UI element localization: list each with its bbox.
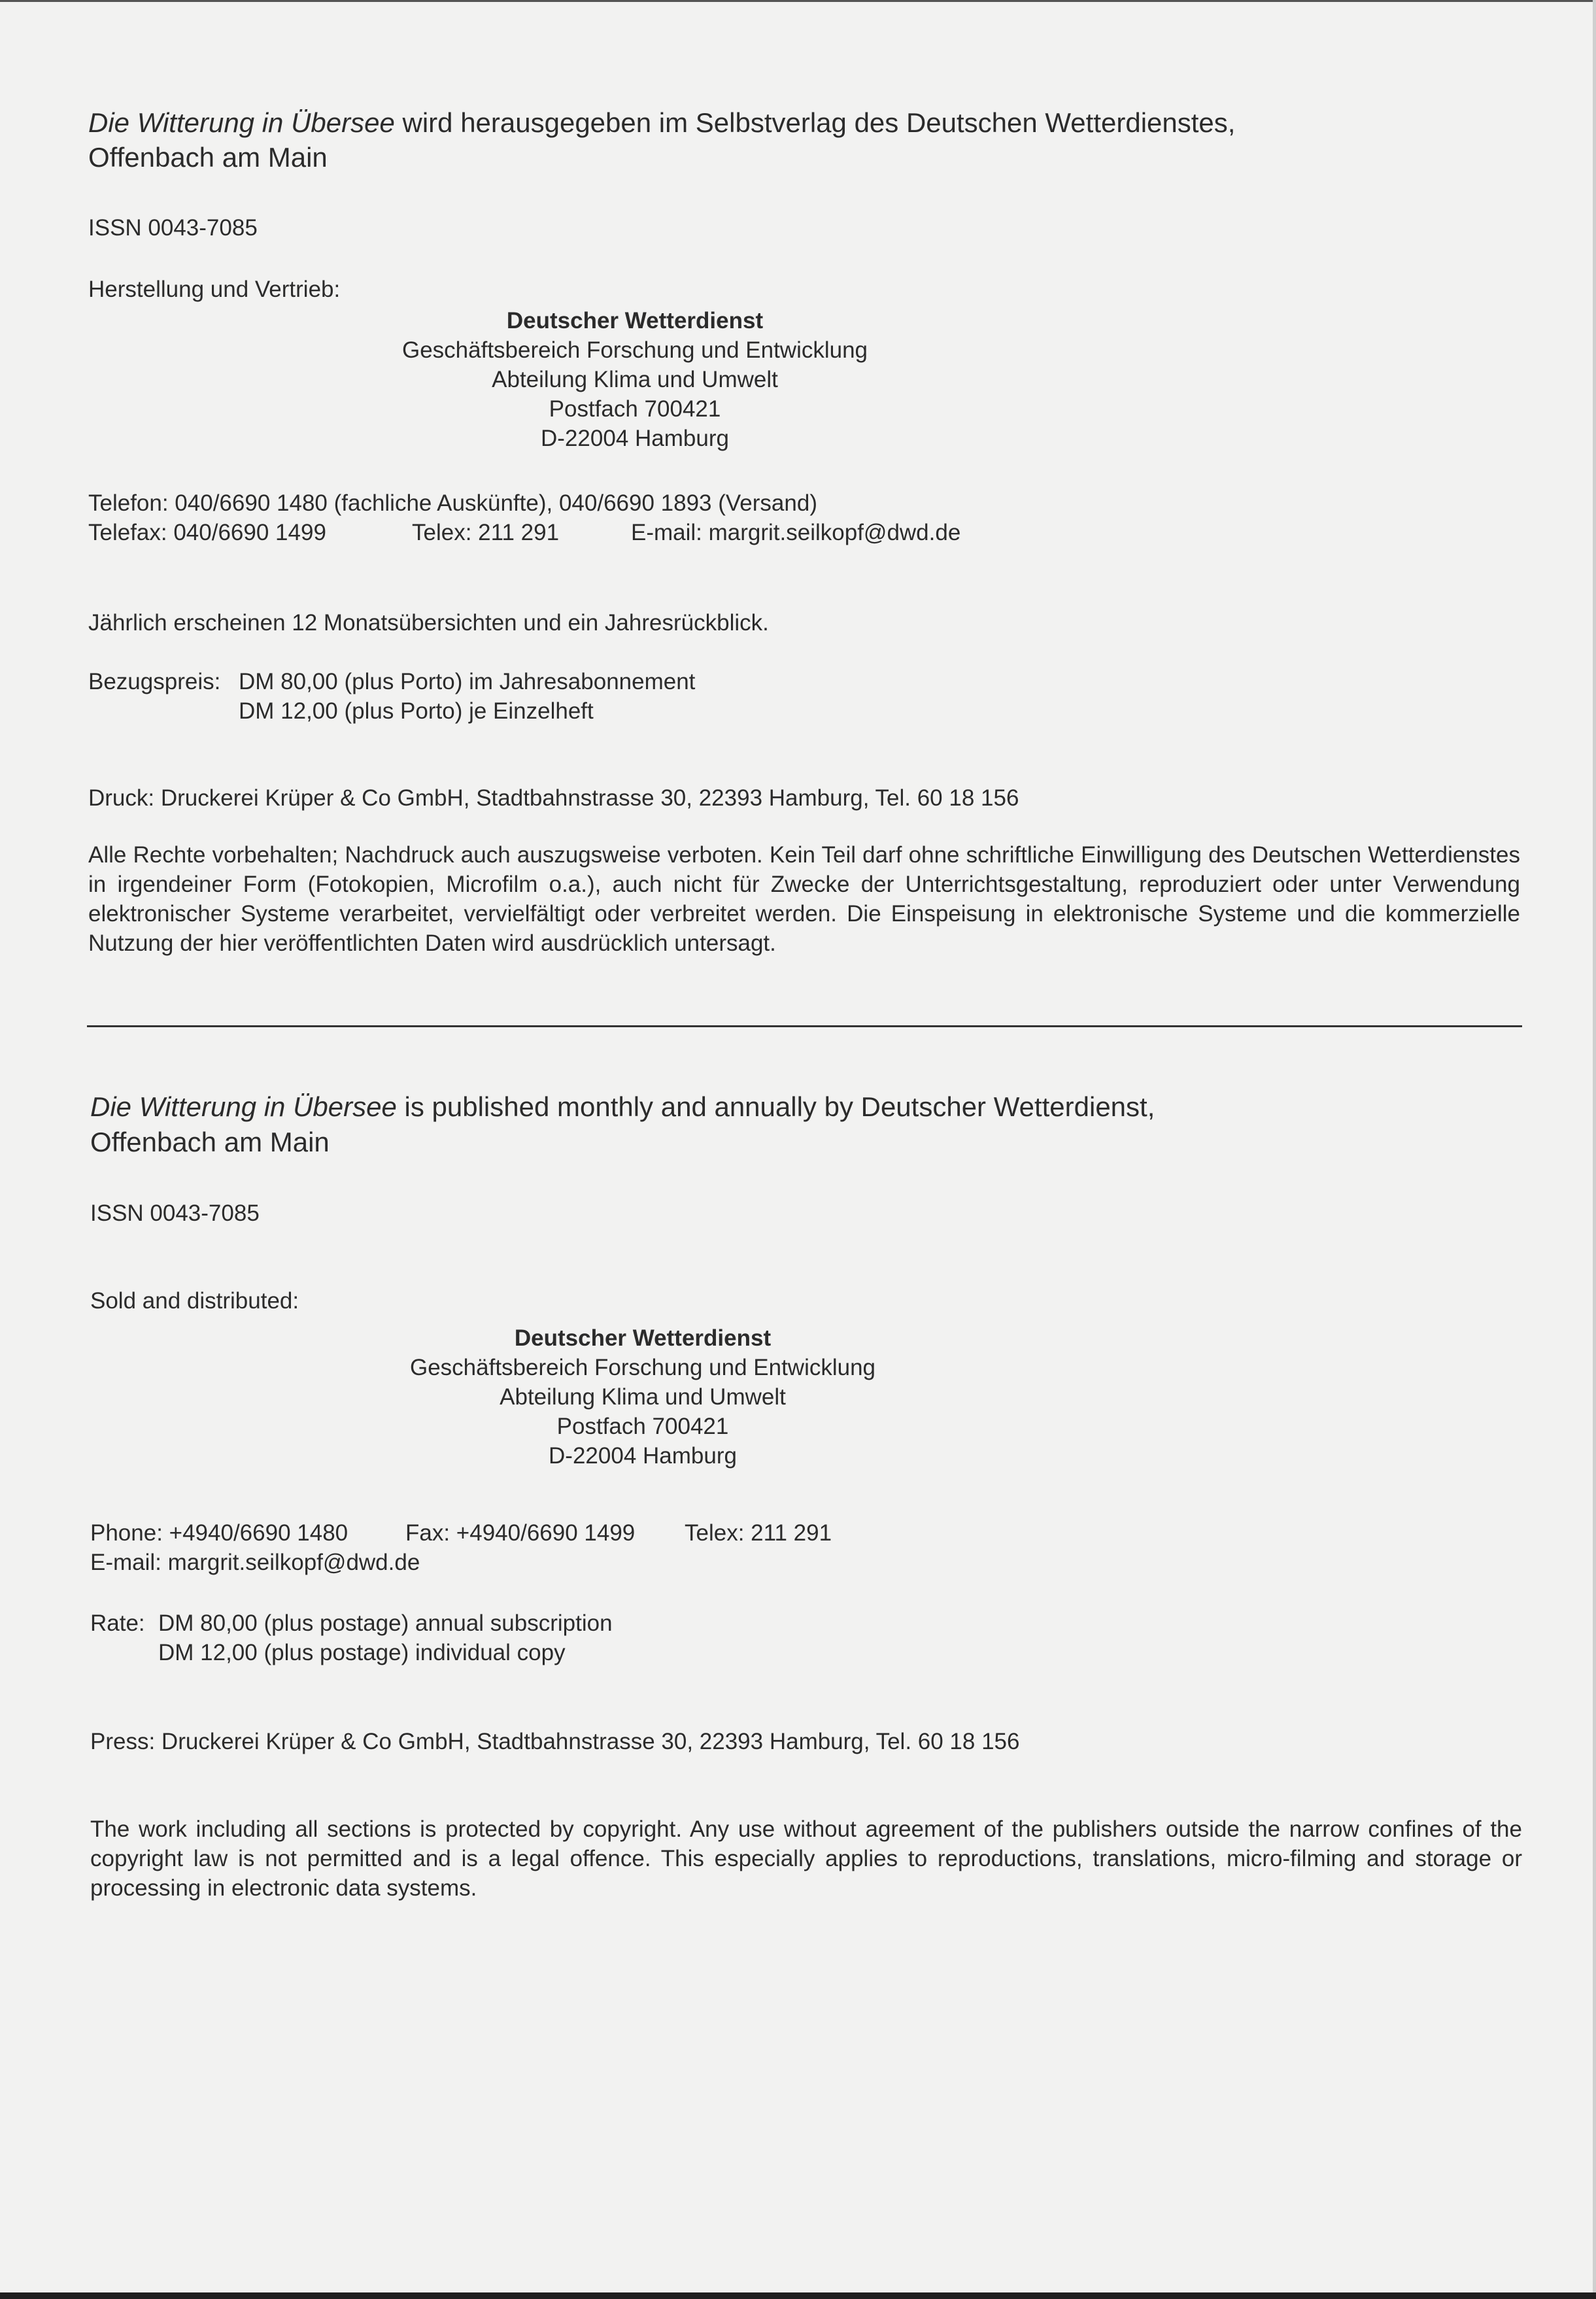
en-press: Press: Druckerei Krüper & Co GmbH, Stadtbahnstrasse 30, 22393 Hamburg, Tel. 60 18 156 — [90, 1729, 1020, 1754]
en-rate-label: Rate: — [90, 1610, 145, 1636]
de-price-single: DM 12,00 (plus Porto) je Einzelheft — [239, 698, 594, 724]
en-rate-annual: DM 80,00 (plus postage) annual subscription — [158, 1610, 613, 1636]
scan-edge-top — [0, 0, 1596, 2]
de-address-line2: Abteilung Klima und Umwelt — [492, 367, 778, 392]
de-address-line4: D-22004 Hamburg — [541, 426, 729, 451]
en-title-line2: Offenbach am Main — [90, 1127, 330, 1157]
de-price-label: Bezugspreis: — [88, 669, 221, 694]
de-yearly-note: Jährlich erscheinen 12 Monatsübersichten und ein Jahresrückblick. — [88, 610, 769, 636]
en-title-rest: is published monthly and annually by Deutscher Wetterdienst, — [396, 1091, 1155, 1122]
en-address-line3: Postfach 700421 — [556, 1414, 729, 1439]
de-press: Druck: Druckerei Krüper & Co GmbH, Stadtbahnstrasse 30, 22393 Hamburg, Tel. 60 18 156 — [88, 785, 1019, 811]
de-distribution-label: Herstellung und Vertrieb: — [88, 277, 341, 302]
de-address-org: Deutscher Wetterdienst — [506, 308, 764, 333]
de-title-italic: Die Witterung in Übersee — [88, 107, 395, 138]
de-telex: Telex: 211 291 — [412, 520, 560, 545]
de-telefax: Telefax: 040/6690 1499 — [88, 520, 326, 545]
section-divider — [87, 1025, 1522, 1027]
en-address-block — [316, 1323, 970, 1471]
de-title — [88, 106, 1235, 140]
en-address-line1: Geschäftsbereich Forschung und Entwicklung — [409, 1355, 876, 1380]
en-title — [90, 1090, 1155, 1124]
de-title-line2: Offenbach am Main — [88, 142, 328, 173]
de-title-rest: wird herausgegeben im Selbstverlag des Deutschen Wetterdienstes, — [394, 107, 1236, 138]
en-telex: Telex: 211 291 — [685, 1520, 832, 1546]
en-email: E-mail: margrit.seilkopf@dwd.de — [90, 1550, 420, 1575]
de-rights-paragraph: Alle Rechte vorbehalten; Nachdruck auch auszugsweise verboten. Kein Teil darf ohne schriftliche Einwilligung des Deutschen Wetterdienstes in irgendeiner Form (Fotokopien, Microfilm o.a.), auch nicht für Zwecke der Unterrichtsgestaltung, reproduziert oder unter Verwendung elektronischer Systeme verarbeitet, vervielfältigt oder verbreitet werden. Die Einspeisung in elektronische Systeme und die kommerzielle Nutzung der hier veröffentlichten Daten wird ausdrücklich untersagt. — [88, 842, 1520, 956]
en-phone: Phone: +4940/6690 1480 — [90, 1520, 348, 1546]
en-rate-single: DM 12,00 (plus postage) individual copy — [158, 1640, 566, 1665]
en-distribution-label: Sold and distributed: — [90, 1288, 299, 1314]
de-address-block — [308, 306, 962, 453]
en-address-line4: D-22004 Hamburg — [549, 1443, 737, 1469]
en-title-italic: Die Witterung in Übersee — [90, 1091, 397, 1122]
scan-edge-right — [1593, 0, 1596, 2299]
en-issn: ISSN 0043-7085 — [90, 1201, 260, 1226]
scan-edge-bottom — [0, 2292, 1596, 2299]
de-address-line1: Geschäftsbereich Forschung und Entwicklung — [401, 337, 868, 363]
de-email: E-mail: margrit.seilkopf@dwd.de — [631, 520, 961, 545]
en-address-line2: Abteilung Klima und Umwelt — [500, 1384, 786, 1410]
de-issn: ISSN 0043-7085 — [88, 215, 258, 241]
de-contact-line — [88, 518, 326, 547]
en-copyright-paragraph: The work including all sections is protected by copyright. Any use without agreement of the publishers outside the narrow confines of the copyright law is not permitted and is a legal offence. This especially applies to reproductions, translations, micro-filming and storage or processing in electronic data systems. — [90, 1816, 1522, 1901]
de-address-line3: Postfach 700421 — [549, 396, 721, 422]
en-address-org: Deutscher Wetterdienst — [514, 1325, 772, 1351]
de-phone-line: Telefon: 040/6690 1480 (fachliche Auskünfte), 040/6690 1893 (Versand) — [88, 490, 817, 516]
en-fax: Fax: +4940/6690 1499 — [405, 1520, 636, 1546]
de-price-annual: DM 80,00 (plus Porto) im Jahresabonnement — [239, 669, 696, 694]
